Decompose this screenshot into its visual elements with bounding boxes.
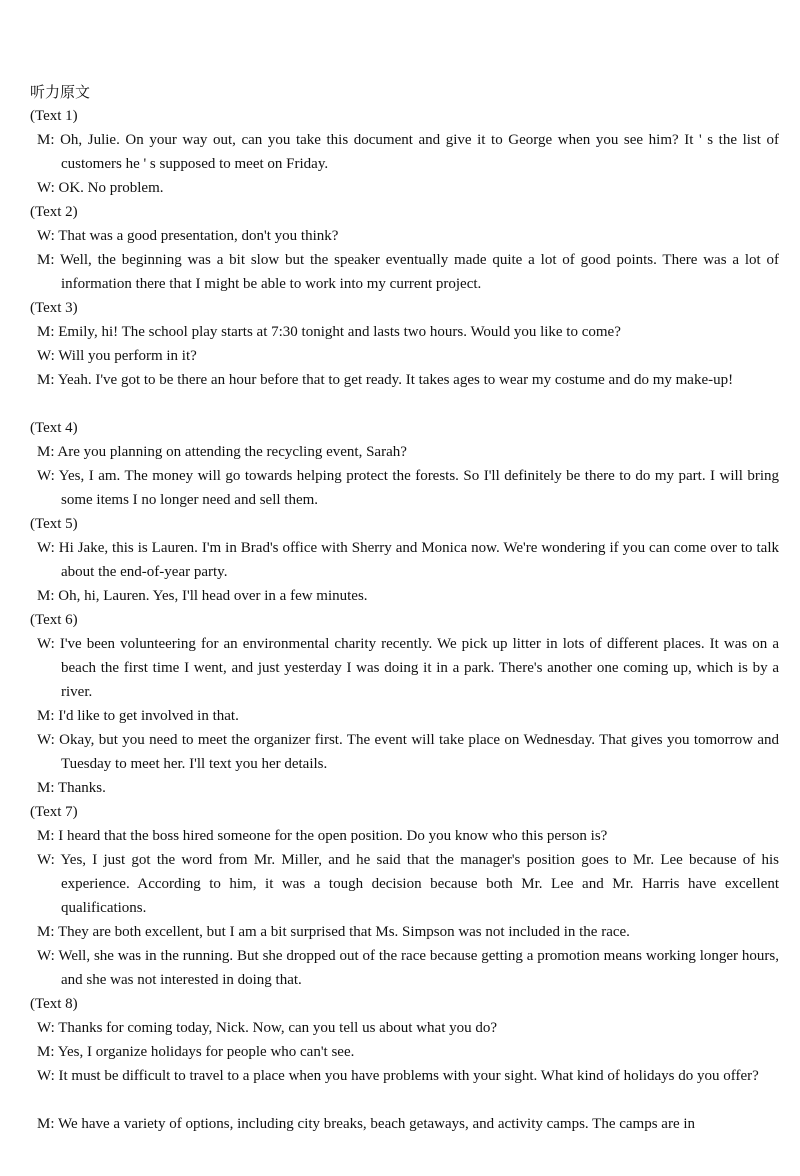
dialogue-line: W: Thanks for coming today, Nick. Now, can you tell us about what you do?: [37, 1020, 498, 1036]
dialogue-line: M: Well, the beginning was a bit slow but the speaker eventually made quite a lot of good points. There was a lot of information there that I might be able to work into my current project.: [37, 252, 779, 292]
dialogue-line: M: Are you planning on attending the recycling event, Sarah?: [37, 444, 407, 460]
dialogue-line: W: Will you perform in it?: [37, 348, 197, 364]
section-label-text-2: (Text 2): [30, 204, 78, 220]
dialogue-line: M: I heard that the boss hired someone for the open position. Do you know who this person is?: [37, 828, 608, 844]
section-label-text-7: (Text 7): [30, 804, 78, 820]
dialogue-line: M: I'd like to get involved in that.: [37, 708, 239, 724]
dialogue-line: W: Okay, but you need to meet the organizer first. The event will take place on Wednesday. That gives you tomorrow and Tuesday to meet her. I'll text you her details.: [37, 732, 779, 772]
dialogue-line: M: They are both excellent, but I am a bit surprised that Ms. Simpson was not included in the race.: [37, 924, 630, 940]
section-label-text-5: (Text 5): [30, 516, 78, 532]
dialogue-line: W: Hi Jake, this is Lauren. I'm in Brad's office with Sherry and Monica now. We're wondering if you can come over to talk about the end-of-year party.: [37, 540, 779, 580]
dialogue-line: M: We have a variety of options, including city breaks, beach getaways, and activity camps. The camps are in: [37, 1116, 696, 1132]
section-label-text-8: (Text 8): [30, 996, 78, 1012]
dialogue-line: W: That was a good presentation, don't you think?: [37, 228, 339, 244]
dialogue-line: M: Thanks.: [37, 780, 106, 796]
dialogue-line: W: It must be difficult to travel to a place when you have problems with your sight. What kind of holidays do you offer?: [37, 1068, 759, 1084]
section-label-text-1: (Text 1): [30, 108, 78, 124]
dialogue-line: M: Oh, Julie. On your way out, can you take this document and give it to George when you see him? It ' s the list of customers he ' s supposed to meet on Friday.: [37, 132, 779, 172]
dialogue-line: M: Oh, hi, Lauren. Yes, I'll head over in a few minutes.: [37, 588, 368, 604]
section-label-text-6: (Text 6): [30, 612, 78, 628]
dialogue-line: M: Yes, I organize holidays for people who can't see.: [37, 1044, 355, 1060]
dialogue-line: W: Yes, I just got the word from Mr. Miller, and he said that the manager's position goes to Mr. Lee because of his experience. According to him, it was a tough decision because both Mr. Lee and Mr. Harris have excellent qualifications.: [37, 852, 779, 916]
dialogue-line: W: I've been volunteering for an environmental charity recently. We pick up litter in lots of different places. It was on a beach the first time I went, and just yesterday I was doing it in a park. There's another one coming up, which is by a river.: [37, 636, 779, 700]
dialogue-line: M: Emily, hi! The school play starts at 7:30 tonight and lasts two hours. Would you like to come?: [37, 324, 621, 340]
dialogue-line: W: Well, she was in the running. But she dropped out of the race because getting a promotion means working longer hours, and she was not interested in doing that.: [37, 948, 779, 988]
section-label-text-4: (Text 4): [30, 420, 78, 436]
dialogue-line: M: Yeah. I've got to be there an hour before that to get ready. It takes ages to wear my costume and do my make-up!: [37, 372, 734, 388]
dialogue-line: W: Yes, I am. The money will go towards helping protect the forests. So I'll definitely be there to do my part. I will bring some items I no longer need and sell them.: [37, 468, 779, 508]
dialogue-line: W: OK. No problem.: [37, 180, 164, 196]
document-title: 听力原文: [30, 83, 91, 101]
section-label-text-3: (Text 3): [30, 300, 78, 316]
